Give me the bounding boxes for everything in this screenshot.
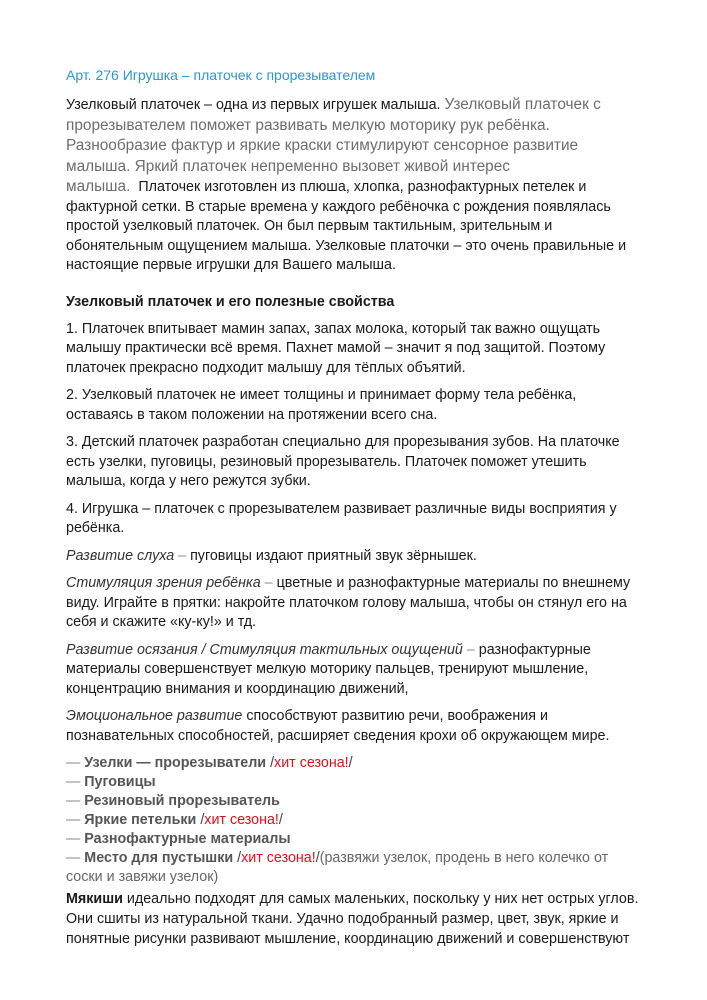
slash: / (237, 850, 242, 866)
makishi-bold: Мякиши (66, 891, 123, 907)
hit-badge: хит сезона! (241, 850, 316, 866)
slash: / (278, 812, 283, 828)
list-item (66, 773, 646, 792)
section-heading: Узелковый платочек и его полезные свойства (66, 293, 395, 310)
dash: — (66, 755, 81, 771)
list-item (66, 830, 646, 849)
feature-label: Узелки — прорезыватели (84, 755, 267, 771)
intro-lead: Узелковый платочек – одна из первых игрушек малыша. (66, 97, 441, 113)
point-2: 2. Узелковый платочек не имеет толщины и принимает форму тела ребёнка, оставаясь в таком положении на протяжении всего сна. (66, 387, 577, 423)
makishi-text: идеально подходят для самых маленьких, поскольку у них нет острых углов. Они сшиты из натуральной ткани. Удачно подобранный размер, цвет, звук, яркие и понятные рисунки развивают мышление, координацию движений и совершенствуют (66, 891, 639, 947)
list-item (66, 811, 646, 830)
development-text: цветные и разнофактурные материалы по внешнему виду. Играйте в прятки: накройте платочком голову малыша, чтобы он стянул его на себя и скажите «ку-ку!» и тд. (66, 575, 631, 630)
development-label: Эмоциональное развитие (66, 708, 243, 724)
dash: — (66, 812, 81, 828)
makishi-paragraph (66, 889, 646, 949)
development-label: Развитие осязания / Стимуляция тактильных ощущений (66, 641, 463, 658)
development-label: Стимуляция зрения ребёнка (66, 575, 261, 591)
feature-label: Место для пустышки (84, 850, 234, 866)
hit-badge: хит сезона! (204, 812, 279, 828)
feature-label: Пуговицы (84, 774, 156, 790)
point-3: 3. Детский платочек разработан специально для прорезывания зубов. На платочке есть узелки, пуговицы, резиновый прорезыватель. Платочек поможет утешить малыша, когда у него режутся зубки. (66, 434, 620, 489)
slash: / (348, 755, 353, 771)
features-list (66, 754, 646, 887)
list-item (66, 849, 646, 887)
dash: — (66, 831, 81, 847)
article-title: Арт. 276 Игрушка – платочек с прорезывателем (66, 67, 376, 83)
dash: — (66, 793, 81, 809)
intro-paragraph (66, 95, 646, 276)
dash: – (174, 547, 191, 564)
intro-gray-text: Узелковый платочек с прорезывателем поможет развивать мелкую моторику рук ребёнка. Разнообразие фактур и яркие краски стимулируют сенсорное развитие малыша. Яркий платочек непременно вызовет живой интерес малыша. (66, 96, 601, 195)
point-1: 1. Платочек впитывает мамин запах, запах молока, который так важно ощущать малышу практически всё время. Пахнет мамой – значит я под защитой. Поэтому платочек прекрасно подходит малышу для тёплых объятий. (66, 320, 606, 376)
slash: / (315, 850, 320, 866)
development-text: разнофактурные материалы совершенствует мелкую моторику пальцев, тренируют мышление, концентрацию внимания и координацию движений, (66, 641, 591, 697)
intro-rest: Платочек изготовлен из плюша, хлопка, разнофактурных петелек и фактурной сетки. В старые времена у каждого ребёночка с рождения появлялась простой узелковый платочек. Он был первым тактильным, зрительным и обонятельным ощущением малыша. Узелковые платочки – это очень правильные и настоящие первые игрушки для Вашего малыша. (66, 179, 627, 273)
dash: — (66, 774, 81, 790)
list-item (66, 754, 646, 773)
development-text: способствуют развитию речи, воображения и познавательных способностей, расширяет сведения крохи об окружающем мире. (66, 708, 610, 744)
development-vision (66, 574, 646, 633)
pacifier-note: (развяжи узелок, продень в него колечко от соски и завяжи узелок) (66, 850, 609, 885)
document-page (66, 66, 646, 949)
hit-badge: хит сезона! (274, 755, 349, 771)
feature-label: Резиновый прорезыватель (84, 793, 280, 809)
feature-label: Разнофактурные материалы (84, 831, 291, 847)
slash: / (270, 755, 275, 771)
list-item (66, 792, 646, 811)
point-4: 4. Игрушка – платочек с прорезывателем развивает различные виды восприятия у ребёнка. (66, 500, 617, 536)
dash: — (66, 850, 81, 866)
dash: – (462, 641, 479, 658)
development-touch (66, 641, 646, 700)
development-hearing (66, 547, 646, 567)
slash: / (200, 812, 205, 828)
development-label: Развитие слуха (66, 547, 175, 564)
feature-label: Яркие петельки (84, 812, 197, 828)
development-text: пуговицы издают приятный звук зёрнышек. (190, 547, 477, 564)
dash: – (260, 575, 277, 591)
development-emotional (66, 707, 646, 746)
